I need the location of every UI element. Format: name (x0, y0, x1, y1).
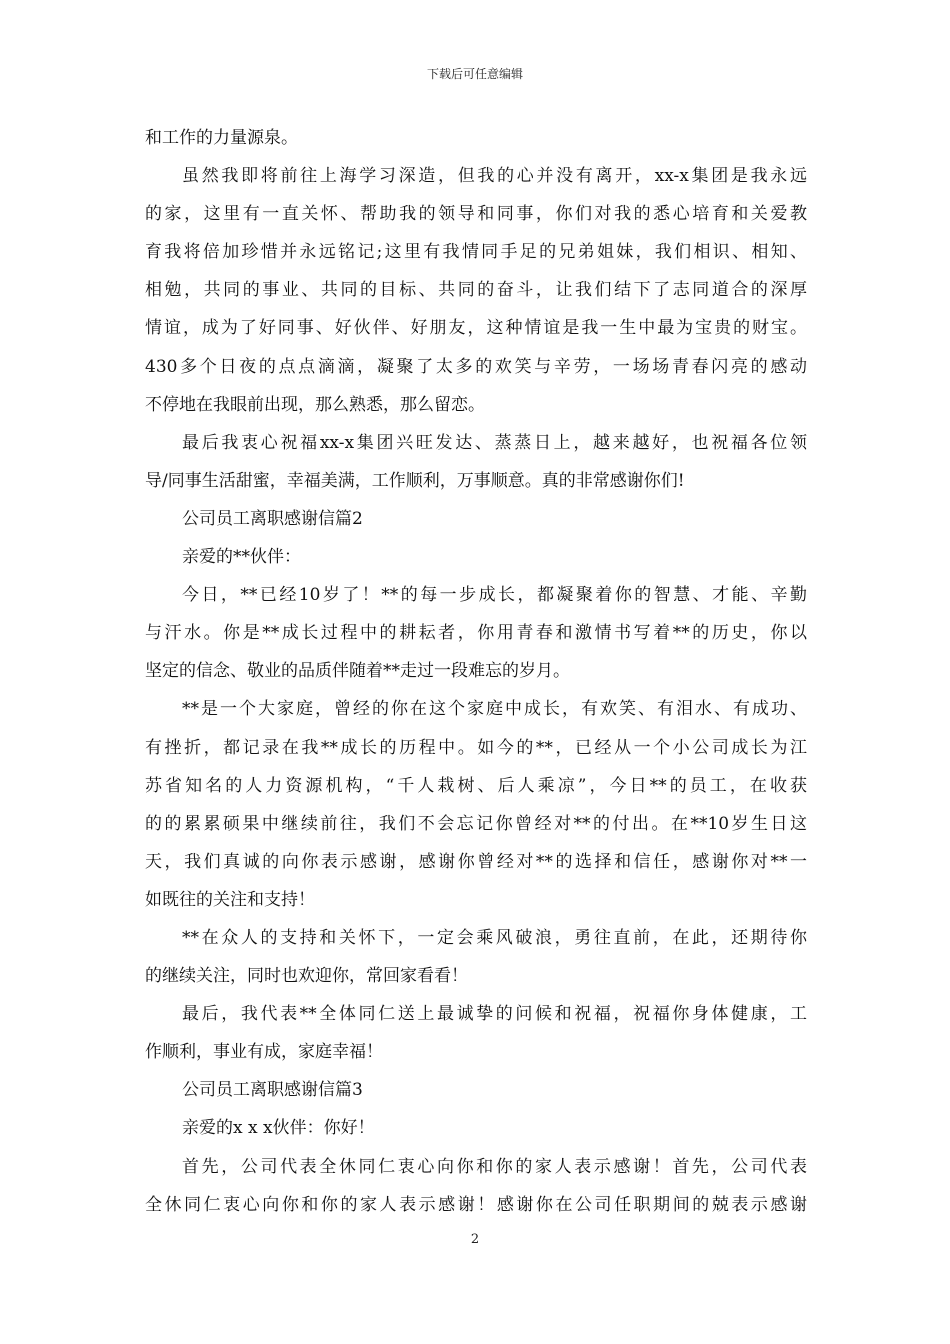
text-line: 的继续关注，同时也欢迎你，常回家看看！ (145, 966, 468, 987)
text-line: 首先，公司代表全休同仁衷心向你和你的家人表示感谢！首先，公司代表 (182, 1156, 807, 1177)
text-line: 最后我衷心祝福xx-x集团兴旺发达、蒸蒸日上，越来越好，也祝福各位领 (182, 432, 807, 453)
text-line: **在众人的支持和关怀下，一定会乘风破浪，勇往直前，在此，还期待你 (182, 927, 807, 948)
text-line: 虽然我即将前往上海学习深造，但我的心并没有离开，xx-x集团是我永远 (182, 166, 807, 187)
text-line: 的的累累硕果中继续前往，我们不会忘记你曾经对**的付出。在**10岁生日这 (145, 813, 807, 834)
text-line: 今日，**已经10岁了！**的每一步成长，都凝聚着你的智慧、才能、辛勤 (182, 585, 807, 606)
text-line: 公司员工离职感谢信篇2 (182, 508, 363, 529)
text-line: 公司员工离职感谢信篇3 (182, 1080, 363, 1101)
text-line: 坚定的信念、敬业的品质伴随着**走过一段难忘的岁月。 (145, 661, 570, 682)
text-line: 亲爱的x x x伙伴：你好！ (182, 1118, 375, 1139)
text-line: 天，我们真诚的向你表示感谢，感谢你曾经对**的选择和信任，感谢你对**一 (145, 851, 807, 872)
text-line: 不停地在我眼前出现，那么熟悉，那么留恋。 (145, 394, 485, 415)
text-line: 和工作的力量源泉。 (145, 128, 298, 148)
text-line: 的家，这里有一直关怀、帮助我的领导和同事，你们对我的悉心培育和关爱教 (145, 204, 807, 225)
text-line: 430多个日夜的点点滴滴，凝聚了太多的欢笑与辛劳，一场场青春闪亮的感动 (145, 356, 807, 377)
text-line: **是一个大家庭，曾经的你在这个家庭中成长，有欢笑、有泪水、有成功、 (182, 699, 807, 720)
page-header: 下载后可任意编辑 (426, 67, 523, 81)
text-line: 苏省知名的人力资源机构，“千人栽树、后人乘凉”，今日**的员工，在收获 (145, 775, 807, 796)
text-line: 导/同事生活甜蜜，幸福美满，工作顺利，万事顺意。真的非常感谢你们! (145, 470, 685, 491)
text-line: 如既往的关注和支持！ (145, 889, 315, 910)
text-line: 作顺利，事业有成，家庭幸福！ (145, 1042, 383, 1063)
text-line: 有挫折，都记录在我**成长的历程中。如今的**，已经从一个小公司成长为江 (145, 737, 807, 758)
document-body (145, 119, 807, 1224)
text-line: 相勉，共同的事业、共同的目标、共同的奋斗，让我们结下了志同道合的深厚 (145, 280, 807, 301)
text-line: 全休同仁衷心向你和你的家人表示感谢！感谢你在公司任职期间的兢表示感谢 (145, 1194, 807, 1215)
text-line: 亲爱的**伙伴： (182, 547, 301, 568)
page-number: 2 (470, 1232, 480, 1247)
text-line: 育我将倍加珍惜并永远铭记;这里有我情同手足的兄弟姐妹，我们相识、相知、 (145, 242, 807, 263)
text-line: 与汗水。你是**成长过程中的耕耘者，你用青春和激情书写着**的历史，你以 (145, 623, 807, 644)
text-line: 最后，我代表**全体同仁送上最诚挚的问候和祝福，祝福你身体健康，工 (182, 1004, 807, 1025)
text-line: 情谊，成为了好同事、好伙伴、好朋友，这种情谊是我一生中最为宝贵的财宝。 (145, 318, 807, 339)
